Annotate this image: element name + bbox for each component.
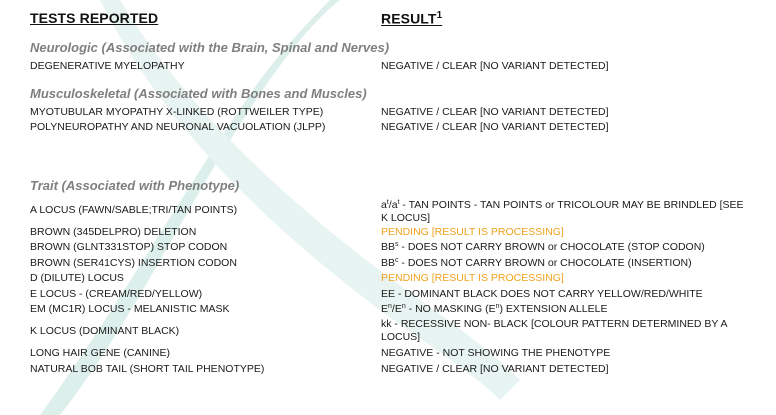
test-long-hair-gene: LONG HAIR GENE (CANINE)	[30, 347, 171, 359]
test-myotubular-myopathy: MYOTUBULAR MYOPATHY X-LINKED (ROTTWEILER TYPE)	[30, 106, 324, 118]
section-musculoskeletal: Musculoskeletal (Associated with Bones and Muscles)	[30, 86, 367, 101]
test-degenerative-myelopathy: DEGENERATIVE MYELOPATHY	[30, 60, 185, 72]
result-k-locus: kk - RECESSIVE NON- BLACK [COLOUR PATTERN DETERMINED BY A LOCUS]	[381, 318, 727, 343]
result-a-locus: $a^t/a^t$ - TAN POINTS - TAN POINTS or TRICOLOUR MAY BE BRINDLED [SEE K LOCUS]	[381, 199, 744, 224]
result-header: RESULT$^1$	[381, 10, 443, 27]
section-trait: Trait (Associated with Phenotype)	[30, 178, 240, 193]
result-myotubular-myopathy: NEGATIVE / CLEAR [NO VARIANT DETECTED]	[381, 106, 609, 118]
result-em-locus: $E^n/E^n$ - NO MASKING $(E^n)$ EXTENSION ALLELE	[381, 303, 608, 315]
tests-reported-header: TESTS REPORTED	[30, 10, 159, 26]
test-a-locus: A LOCUS (FAWN/SABLE;TRI/TAN POINTS)	[30, 204, 238, 216]
result-brown-glnt331stop: $BB^s$ - DOES NOT CARRY BROWN or CHOCOLATE (STOP CODON)	[381, 241, 705, 253]
section-neurologic: Neurologic (Associated with the Brain, Spinal and Nerves)	[30, 40, 390, 55]
result-d-dilute-locus: PENDING [RESULT IS PROCESSING]	[381, 272, 564, 284]
result-brown-345delpro: PENDING [RESULT IS PROCESSING]	[381, 226, 564, 238]
result-brown-ser41cys: $BB^c$ - DOES NOT CARRY BROWN or CHOCOLATE (INSERTION)	[381, 257, 692, 269]
test-brown-345delpro: BROWN (345DELPRO) DELETION	[30, 226, 197, 238]
result-footnote-marker: 1	[436, 10, 443, 21]
result-long-hair-gene: NEGATIVE - NOT SHOWING THE PHENOTYPE	[381, 347, 611, 359]
test-d-dilute-locus: D (DILUTE) LOCUS	[30, 272, 124, 284]
result-natural-bob-tail: NEGATIVE / CLEAR [NO VARIANT DETECTED]	[381, 363, 609, 375]
test-jlpp: POLYNEUROPATHY AND NEURONAL VACUOLATION (JLPP)	[30, 121, 326, 133]
result-e-locus: EE - DOMINANT BLACK DOES NOT CARRY YELLOW/RED/WHITE	[381, 288, 703, 300]
test-em-locus: EM (MC1R) LOCUS - MELANISTIC MASK	[30, 303, 230, 315]
test-brown-ser41cys: BROWN (SER41CYS) INSERTION CODON	[30, 257, 237, 269]
test-brown-glnt331stop: BROWN (GLNT331STOP) STOP CODON	[30, 241, 228, 253]
test-k-locus: K LOCUS (DOMINANT BLACK)	[30, 325, 180, 337]
result-degenerative-myelopathy: NEGATIVE / CLEAR [NO VARIANT DETECTED]	[381, 60, 609, 72]
test-e-locus: E LOCUS - (CREAM/RED/YELLOW)	[30, 288, 203, 300]
result-jlpp: NEGATIVE / CLEAR [NO VARIANT DETECTED]	[381, 121, 609, 133]
test-natural-bob-tail: NATURAL BOB TAIL (SHORT TAIL PHENOTYPE)	[30, 363, 265, 375]
